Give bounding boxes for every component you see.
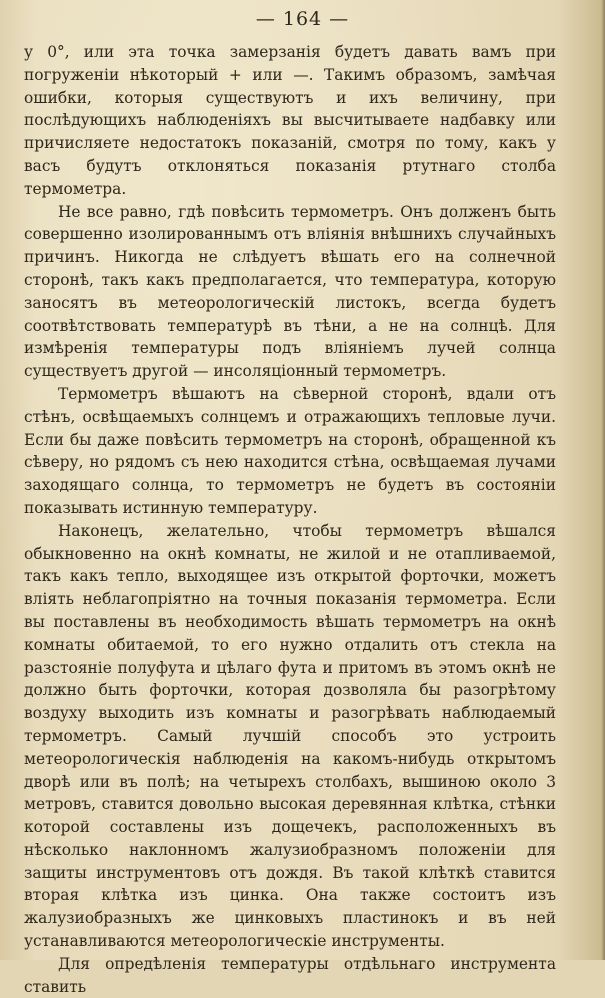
paragraph-window-and-cage: Наконецъ, желательно, чтобы термометръ вѣшался обыкновенно на окнѣ комнаты, не жилой и не отапливаемой, такъ какъ тепло, выходящее изъ открытой форточки, можетъ вліять неблагопріятно на точныя показанія термометра. Если вы поставлены въ необходимость вѣшать термометръ на окнѣ комнаты обитаемой, то его нужно отдалить отъ стекла на разстояніе полуфута и цѣлаго фута и притомъ въ этомъ окнѣ не должно быть форточки, которая дозволяла бы разогрѣтому воздуху выходить изъ комнаты и разогрѣвать наблюдаемый термометръ. Самый лучшій способъ это устроить метеорологическія наблюденія на какомъ-нибудь открытомъ дворѣ или въ полѣ; на четырехъ столбахъ, вышиною около 3 метровъ, ставится довольно высокая деревянная клѣтка, стѣнки которой составлены изъ дощечекъ, расположенныхъ въ нѣсколько наклонномъ жалузиобразномъ положеніи для защиты инструментовъ отъ дождя. Въ такой клѣткѣ ставится вторая клѣтка изъ цинка. Она также состоитъ изъ жалузиобразныхъ же цинковыхъ пластинокъ и въ ней устанавливаются метеорологическіе инструменты.	[24, 521, 556, 951]
body-text	[24, 41, 556, 998]
page-edge-shadow	[601, 0, 605, 960]
paragraph-north-side: Термометръ вѣшаютъ на сѣверной сторонѣ, вдали отъ стѣнъ, освѣщаемыхъ солнцемъ и отражающихъ тепловые лучи. Если бы даже повѣсить термометръ на сторонѣ, обращенной къ сѣверу, но рядомъ съ нею находится стѣна, освѣщаемая лучами заходящаго солнца, то термометръ не будетъ въ состояніи показывать истинную температуру.	[24, 384, 556, 517]
paragraph-thermometer-placement: Не все равно, гдѣ повѣсить термометръ. Онъ долженъ быть совершенно изолированнымъ отъ вліянія внѣшнихъ случайныхъ причинъ. Никогда не слѣдуетъ вѣшать его на солнечной сторонѣ, такъ какъ предполагается, что температура, которую заносятъ въ метеорологическій листокъ, всегда будетъ соотвѣтствовать температурѣ въ тѣни, а не на солнцѣ. Для измѣренія температуры подъ вліяніемъ лучей солнца существуетъ другой — инсоляціонный термометръ.	[24, 202, 556, 381]
paragraph-continuation: у 0°, или эта точка замерзанія будетъ давать вамъ при погруженіи нѣкоторый + или —. Такимъ образомъ, замѣчая ошибки, которыя существуютъ и ихъ величину, при послѣдующихъ наблюденіяхъ вы высчитываете надбавку или причисляете недостатокъ показаній, смотря по тому, какъ у васъ будутъ отклоняться показанія ртутнаго столба термометра.	[24, 43, 556, 198]
paragraph-final-line: Для опредѣленія температуры отдѣльнаго инструмента ставить	[24, 954, 556, 996]
page-number: — 164 —	[255, 8, 350, 30]
